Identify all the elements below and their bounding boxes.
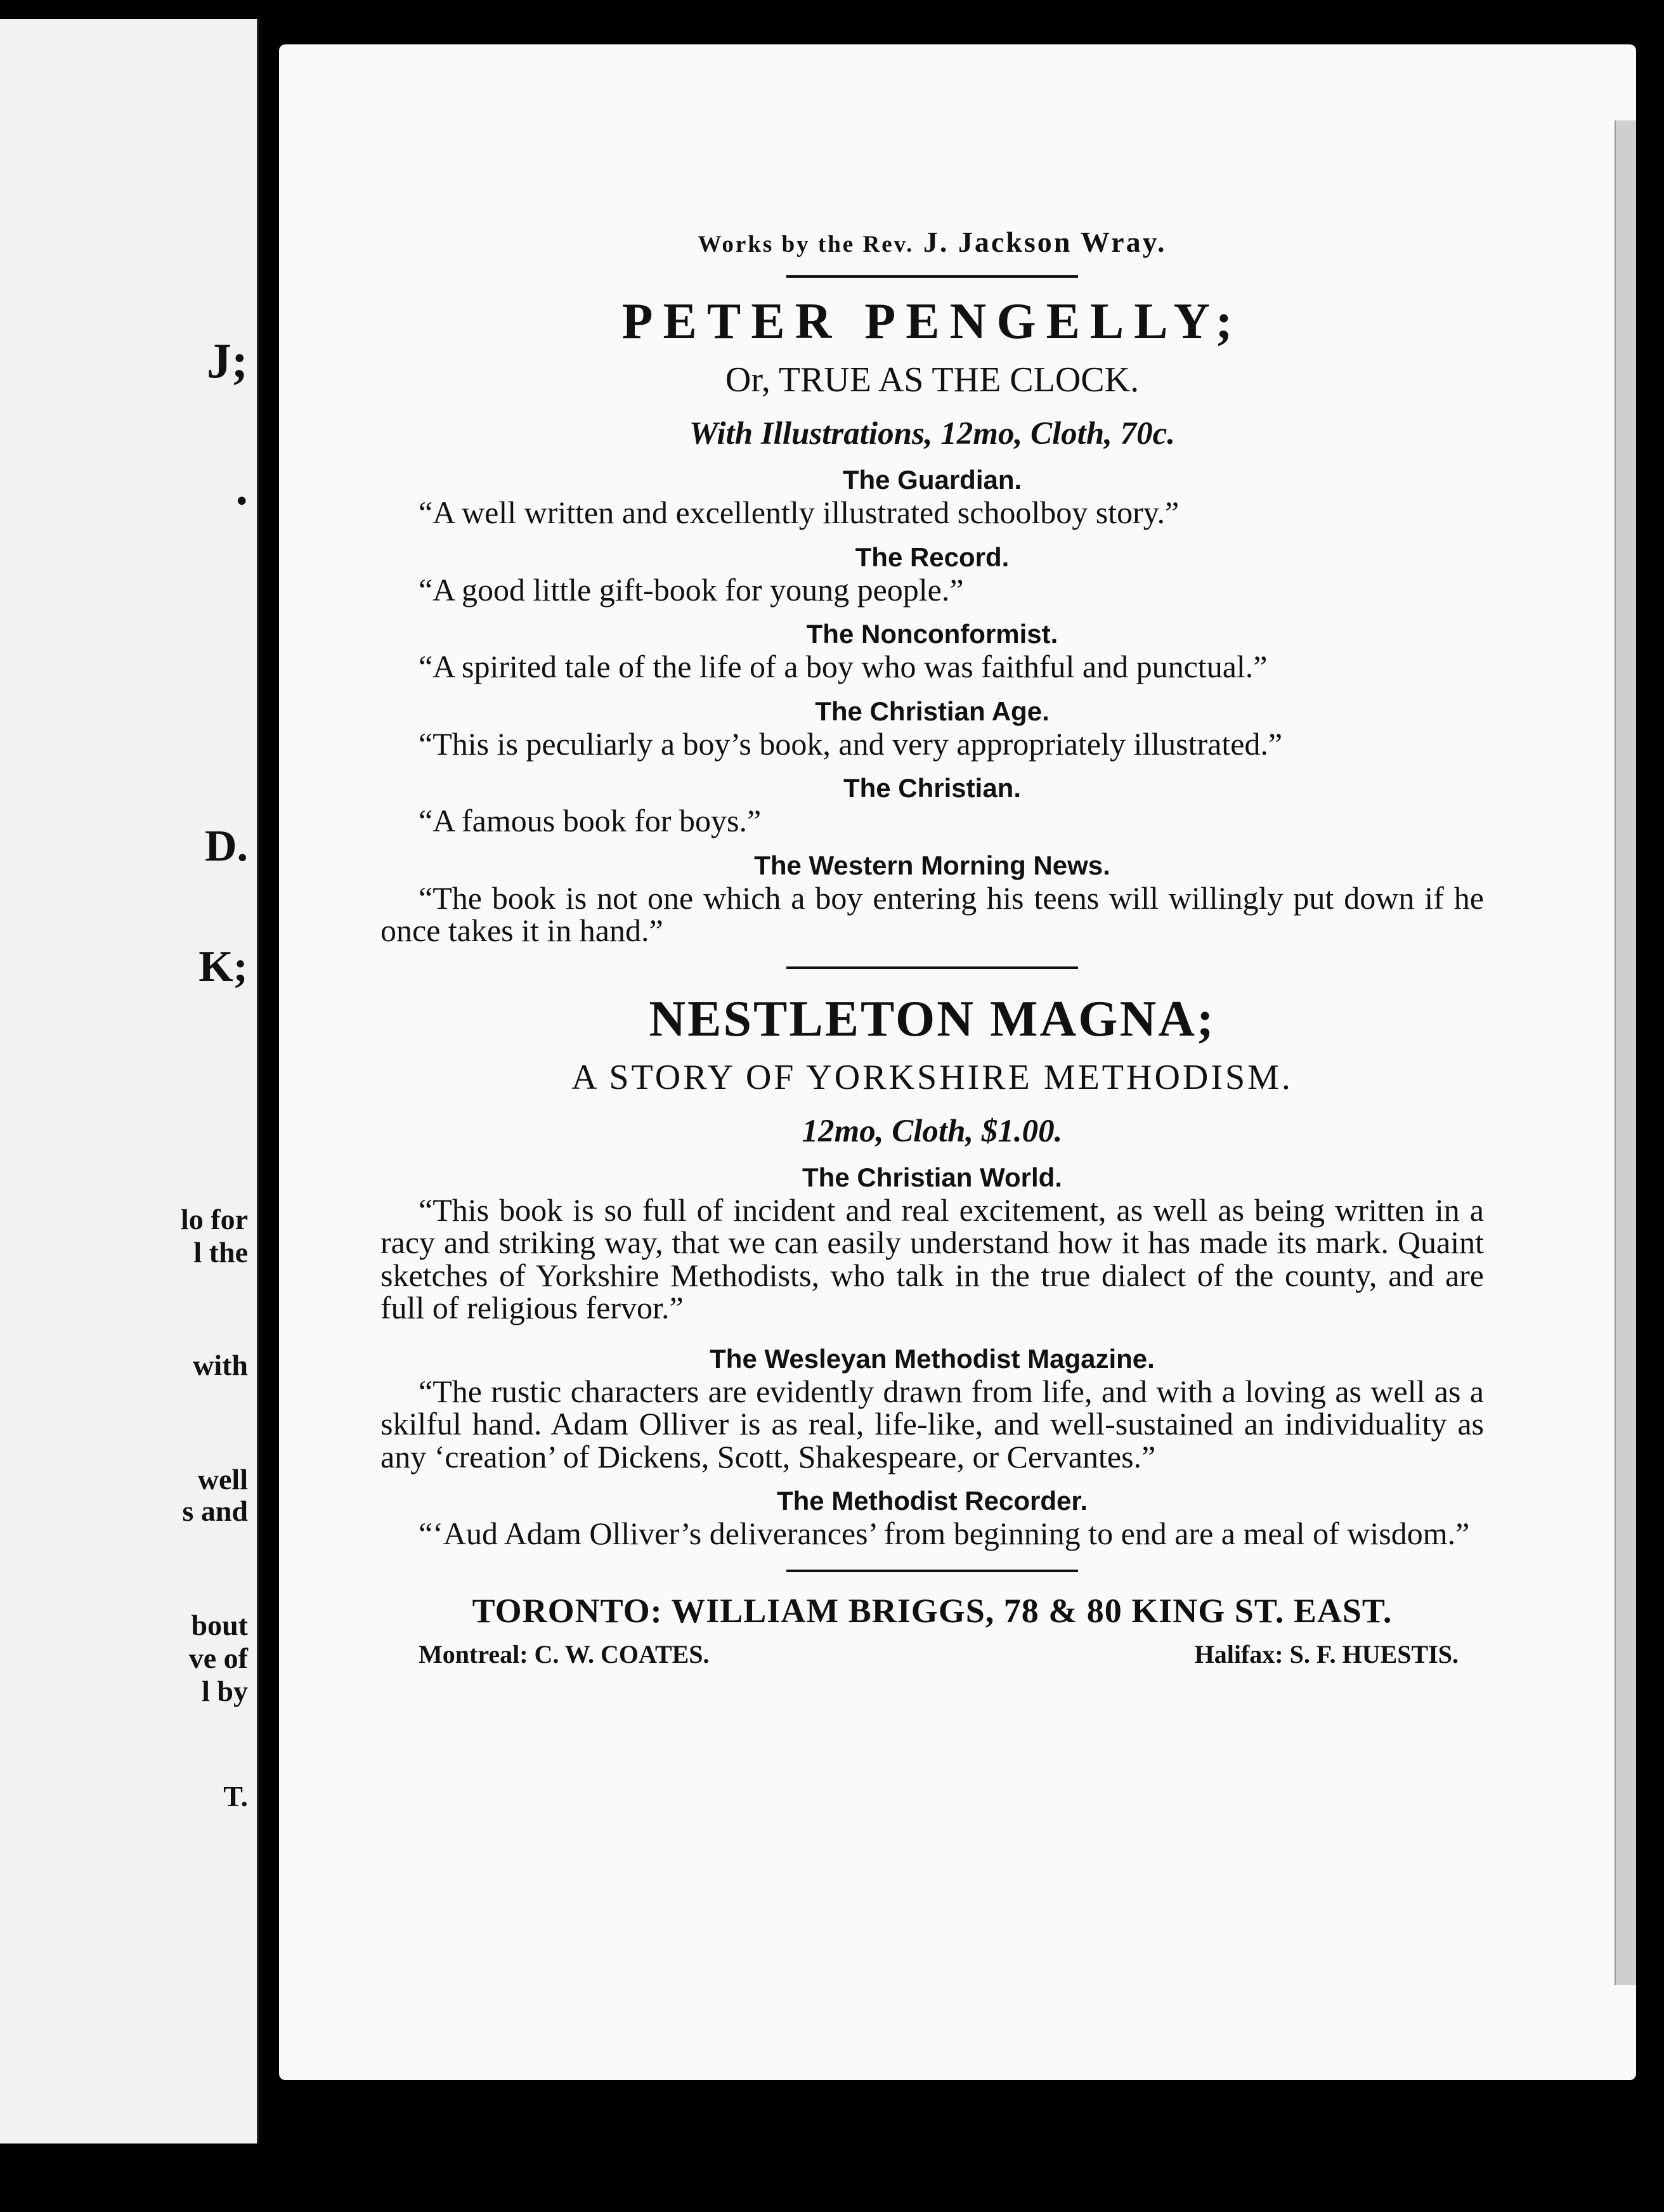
review-source: The Methodist Recorder. bbox=[776, 1486, 1088, 1516]
publisher-branches bbox=[380, 1639, 1484, 1669]
book-subtitle: Or, TRUE AS THE CLOCK. bbox=[725, 360, 1140, 400]
right-page bbox=[279, 44, 1636, 2080]
review bbox=[380, 619, 1484, 684]
review-source: The Guardian. bbox=[842, 465, 1022, 495]
left-fragment: J; bbox=[207, 333, 248, 388]
review-quote: “A famous book for boys.” bbox=[419, 803, 762, 838]
book-title: NESTLETON MAGNA; bbox=[649, 991, 1216, 1047]
review-quote: “The rustic characters are evidently drawn from life, and with a loving as well as a skilful hand. Adam Olliver is as real, life-like, and well-sustained an individuality as any ‘creation’ of Dickens, Scott, Shakespeare, or Cervantes.” bbox=[380, 1373, 1484, 1474]
left-fragment: l the bbox=[193, 1236, 248, 1268]
review-source: The Nonconformist. bbox=[806, 619, 1058, 649]
left-fragment: lo for bbox=[180, 1203, 248, 1235]
review bbox=[380, 773, 1484, 838]
book-title: PETER PENGELLY; bbox=[621, 294, 1243, 349]
review-quote: “A good little gift-book for young people.” bbox=[419, 571, 964, 608]
review bbox=[380, 1486, 1484, 1551]
review-source: The Christian. bbox=[843, 773, 1022, 803]
book-price: 12mo, Cloth, $1.00. bbox=[802, 1113, 1063, 1149]
review bbox=[380, 542, 1484, 607]
review bbox=[380, 696, 1484, 761]
left-fragment: T. bbox=[223, 1780, 248, 1812]
left-fragment: well bbox=[197, 1463, 248, 1495]
review-source: The Wesleyan Methodist Magazine. bbox=[710, 1343, 1155, 1374]
left-fragment: with bbox=[193, 1349, 248, 1381]
montreal-branch: Montreal: C. W. COATES. bbox=[419, 1639, 710, 1669]
review bbox=[380, 465, 1484, 530]
divider bbox=[786, 1570, 1078, 1572]
divider bbox=[786, 275, 1078, 278]
review bbox=[380, 1162, 1484, 1325]
review-quote: “‘Aud Adam Olliver’s deliverances’ from beginning to end are a meal of wisdom.” bbox=[419, 1516, 1470, 1551]
book-price: With Illustrations, 12mo, Cloth, 70c. bbox=[689, 416, 1176, 452]
left-fragment: ve of bbox=[188, 1642, 248, 1674]
advertisement-page bbox=[380, 225, 1484, 1669]
review-source: The Christian World. bbox=[802, 1162, 1062, 1192]
review bbox=[380, 850, 1484, 947]
review-quote: “This is peculiarly a boy’s book, and very appropriately illustrated.” bbox=[419, 725, 1283, 762]
left-fragment: bout bbox=[191, 1609, 248, 1641]
header-prefix: Works by the Rev. bbox=[698, 231, 914, 257]
halifax-branch: Halifax: S. F. HUESTIS. bbox=[1194, 1639, 1459, 1669]
review-quote: “A well written and excellently illustrated schoolboy story.” bbox=[419, 495, 1180, 530]
book-subtitle: A STORY OF YORKSHIRE METHODISM. bbox=[571, 1057, 1293, 1097]
review-quote: “A spirited tale of the life of a boy who was faithful and punctual.” bbox=[419, 649, 1268, 684]
review-quote: “The book is not one which a boy entering his teens will willingly put down if he once takes it in hand.” bbox=[380, 880, 1484, 948]
review bbox=[380, 1344, 1484, 1474]
review-source: The Christian Age. bbox=[815, 696, 1050, 726]
publisher-line: TORONTO: WILLIAM BRIGGS, 78 & 80 KING ST. EAST. bbox=[472, 1591, 1393, 1630]
left-page-fragment bbox=[0, 19, 259, 2144]
left-fragment: . bbox=[235, 460, 248, 515]
review-source: The Western Morning News. bbox=[754, 850, 1110, 880]
left-fragment: l by bbox=[202, 1675, 248, 1707]
left-fragment: s and bbox=[182, 1495, 248, 1527]
series-header bbox=[380, 225, 1484, 259]
review-source: The Record. bbox=[855, 542, 1010, 572]
divider bbox=[786, 966, 1078, 969]
left-fragment: D. bbox=[204, 822, 248, 871]
header-author: J. Jackson Wray. bbox=[923, 226, 1167, 258]
page-edge bbox=[1615, 120, 1636, 1985]
left-fragment: K; bbox=[198, 942, 248, 991]
review-quote: “This book is so full of incident and real excitement, as well as being written in a racy and striking way, that we can easily understand how it has made its mark. Quaint sketches of Yorkshire Methodists, who talk in the true dialect of the county, and are full of religious fervor.” bbox=[380, 1192, 1484, 1325]
